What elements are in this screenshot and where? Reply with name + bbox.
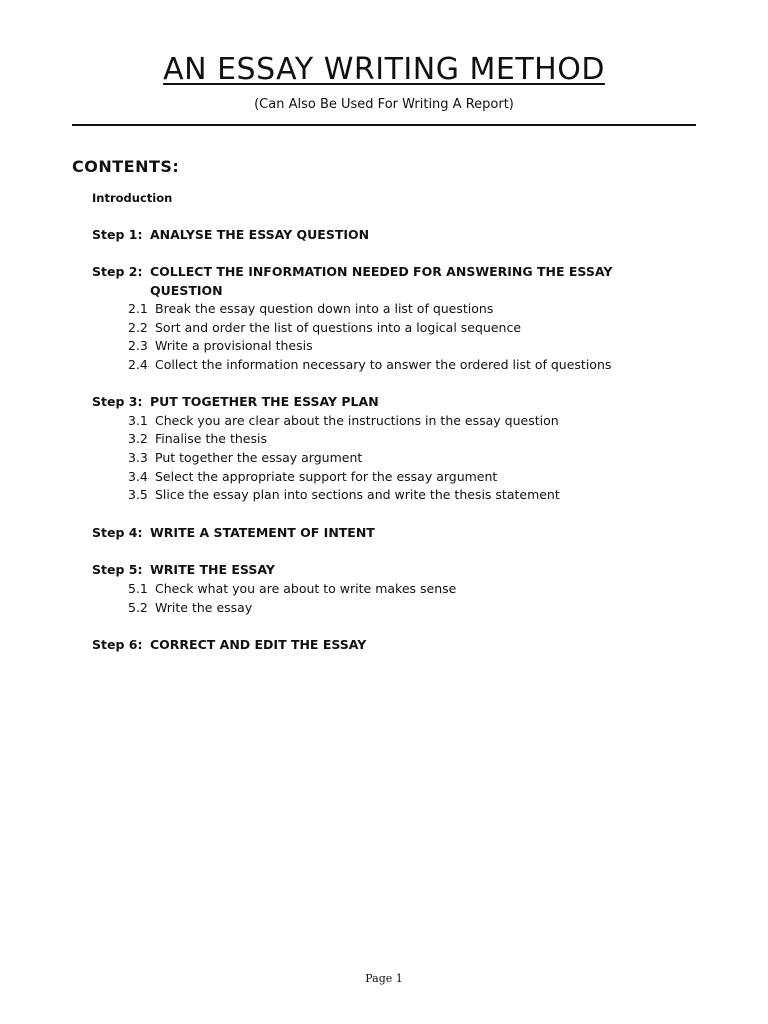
- contents-subitem: [128, 300, 493, 318]
- subitem-number: 3.2: [128, 431, 148, 446]
- document-subtitle: (Can Also Be Used For Writing A Report): [254, 97, 514, 112]
- document-title: AN ESSAY WRITING METHOD: [163, 52, 605, 87]
- page-number: Page 1: [365, 972, 403, 985]
- subitem-text: Write the essay: [155, 600, 253, 615]
- contents-subitem: [128, 356, 611, 374]
- step-label: Step 6:: [92, 637, 143, 652]
- contents-step-4: [92, 524, 375, 542]
- subitem-number: 3.1: [128, 413, 148, 428]
- title-divider: [72, 124, 696, 126]
- step-title: WRITE THE ESSAY: [150, 562, 275, 577]
- subitem-number: 5.1: [128, 581, 148, 596]
- contents-subitem: [128, 430, 267, 448]
- contents-subitem: [128, 337, 313, 355]
- contents-heading: CONTENTS:: [72, 157, 180, 176]
- contents-step-3: [92, 393, 379, 411]
- subitem-number: 2.4: [128, 357, 148, 372]
- subitem-text: Write a provisional thesis: [155, 338, 313, 353]
- step-label: Step 2:: [92, 264, 143, 279]
- step-label: Step 5:: [92, 562, 143, 577]
- step-title: CORRECT AND EDIT THE ESSAY: [150, 637, 367, 652]
- contents-step-6: [92, 636, 366, 654]
- subitem-number: 5.2: [128, 600, 148, 615]
- contents-step-1: [92, 226, 369, 244]
- contents-subitem: [128, 319, 521, 337]
- step-title: PUT TOGETHER THE ESSAY PLAN: [150, 394, 379, 409]
- subitem-text: Check what you are about to write makes sense: [155, 581, 457, 596]
- step-title: COLLECT THE INFORMATION NEEDED FOR ANSWERING THE ESSAY: [150, 264, 613, 279]
- contents-subitem: [128, 412, 559, 430]
- subitem-text: Select the appropriate support for the essay argument: [155, 469, 498, 484]
- contents-subitem: [128, 599, 252, 617]
- step-label: Step 4:: [92, 525, 143, 540]
- subitem-text: Collect the information necessary to answer the ordered list of questions: [155, 357, 612, 372]
- contents-item-introduction: Introduction: [92, 191, 173, 205]
- step-label: Step 1:: [92, 227, 143, 242]
- subitem-number: 2.1: [128, 301, 148, 316]
- contents-step-2: [92, 263, 612, 281]
- step-title-continuation: QUESTION: [150, 283, 223, 298]
- subitem-text: Finalise the thesis: [155, 431, 267, 446]
- contents-subitem: [128, 468, 497, 486]
- contents-subitem: [128, 486, 560, 504]
- subitem-number: 3.3: [128, 450, 148, 465]
- subitem-text: Check you are clear about the instructions in the essay question: [155, 413, 559, 428]
- subitem-text: Sort and order the list of questions into a logical sequence: [155, 320, 522, 335]
- subitem-number: 2.3: [128, 338, 148, 353]
- subitem-text: Slice the essay plan into sections and write the thesis statement: [155, 487, 560, 502]
- subitem-number: 3.5: [128, 487, 148, 502]
- subitem-text: Break the essay question down into a list of questions: [155, 301, 494, 316]
- contents-subitem: [128, 449, 362, 467]
- subitem-number: 2.2: [128, 320, 148, 335]
- contents-step-5: [92, 561, 275, 579]
- subitem-text: Put together the essay argument: [155, 450, 363, 465]
- step-title: ANALYSE THE ESSAY QUESTION: [150, 227, 370, 242]
- step-title: WRITE A STATEMENT OF INTENT: [150, 525, 375, 540]
- contents-subitem: [128, 580, 456, 598]
- subitem-number: 3.4: [128, 469, 148, 484]
- step-label: Step 3:: [92, 394, 143, 409]
